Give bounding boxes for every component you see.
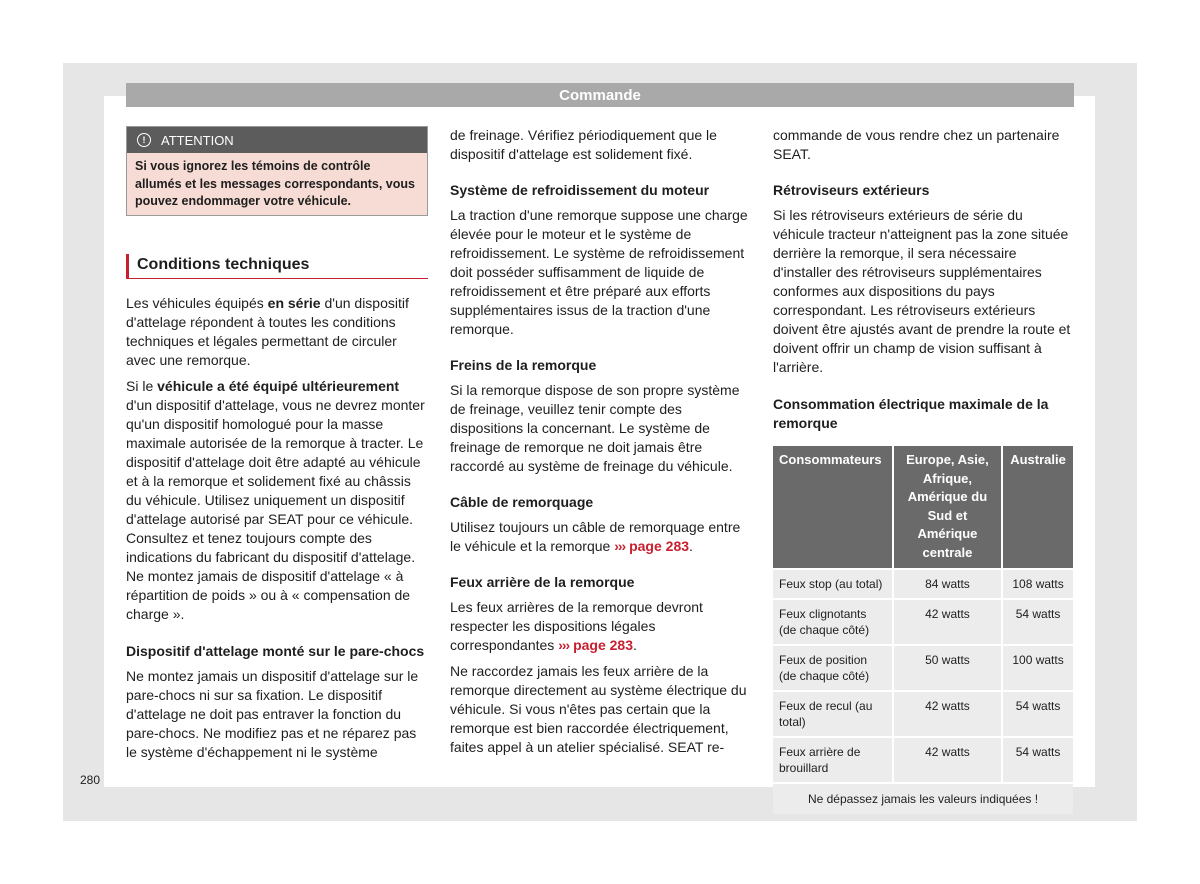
subheading-cable: Câble de remorquage — [450, 494, 594, 510]
attention-header — [127, 127, 427, 153]
table-cell-value: 84 watts — [894, 570, 1001, 598]
table-cell-value: 50 watts — [894, 646, 1001, 690]
table-row — [773, 600, 1073, 644]
paragraph-continued: commande de vous rendre chez un partenaire SEAT. — [773, 127, 1060, 162]
page-number: 280 — [80, 773, 101, 787]
attention-label: ATTENTION — [161, 132, 234, 148]
subheading-brakes: Freins de la remorque — [450, 357, 597, 373]
text-run: d'un dispositif d'attelage répondent à toutes les conditions techniques et légales permettant de circuler avec une remorque. — [126, 294, 409, 368]
table-cell-value: 42 watts — [894, 738, 1001, 782]
page-reference-link[interactable] — [614, 538, 689, 554]
exclamation-circle-icon: ! — [137, 133, 151, 147]
table-cell-value: 100 watts — [1003, 646, 1073, 690]
column-header-consumers: Consommateurs — [773, 446, 892, 568]
attention-box — [126, 126, 428, 216]
subheading-mirrors: Rétroviseurs extérieurs — [773, 182, 930, 198]
table-cell-consumer: Feux de position (de chaque côté) — [773, 646, 892, 690]
text-run: . — [633, 637, 637, 653]
paragraph-brakes: Si la remorque dispose de son propre système de freinage, veuillez tenir compte des dispositions la concernant. Le système de freinage de remorque ne doit jamais être raccordé au système de freinage du véhicule. — [450, 382, 740, 474]
text-run: Utilisez toujours un câble de remorquage entre le véhicule et la remorque — [450, 519, 741, 554]
table-note: Ne dépassez jamais les valeurs indiquées ! — [773, 784, 1073, 814]
table-cell-value: 42 watts — [894, 600, 1001, 644]
paragraph-lights — [450, 598, 752, 655]
paragraph-continued: de freinage. Vérifiez périodiquement que le dispositif d'attelage est solidement fixé. — [450, 127, 717, 162]
power-consumption-table — [771, 444, 1075, 816]
table-cell-consumer: Feux clignotants (de chaque côté) — [773, 600, 892, 644]
table-row — [773, 692, 1073, 736]
text-run: Les véhicules équipés — [126, 294, 268, 311]
table-cell-consumer: Feux arrière de brouillard — [773, 738, 892, 782]
text-run: d'un dispositif d'attelage, vous ne devrez monter qu'un dispositif homologué pour la masse maximale autorisée de la remorque à tracter. Le dispositif d'attelage doit être adapté au véhicule et à la remorque et solidement fixé au châssis du véhicule. Utilisez uniquement un dispositif d'attelage autorisé par SEAT pour ce véhicule. Consultez et tenez toujours compte des indications du fabricant du dispositif d'attelage. Ne montez jamais de dispositif d'attelage « à répartition de poids » ou à « compensation de charge ». — [126, 396, 425, 622]
table-cell-consumer: Feux stop (au total) — [773, 570, 892, 598]
reference-label: page 283 — [629, 538, 690, 554]
paragraph-lights-wiring: Ne raccordez jamais les feux arrière de la remorque directement au système électrique du véhicule. Si vous n'êtes pas certain que la remorque est bien raccordée électriquement, faites appel à un atelier spécialisé. SEAT re- — [450, 663, 747, 755]
table-cell-consumer: Feux de recul (au total) — [773, 692, 892, 736]
paragraph-cable — [450, 518, 752, 556]
reference-arrow-icon: ››› — [614, 538, 626, 554]
table-cell-value: 42 watts — [894, 692, 1001, 736]
emphasis-text: véhicule a été équipé ultérieurement — [157, 377, 400, 394]
table-note-row — [773, 784, 1073, 814]
column-header-europe: Europe, Asie, Afrique, Amérique du Sud et Amérique centrale — [894, 446, 1001, 568]
reference-arrow-icon: ››› — [558, 637, 570, 653]
page-reference-link[interactable] — [558, 637, 633, 653]
subheading-power: Consommation électrique maximale de la remorque — [773, 396, 1049, 431]
paragraph-mirrors: Si les rétroviseurs extérieurs de série du véhicule tracteur n'atteignent pas la zone située derrière la remorque, il sera nécessaire d'installer des rétroviseurs supplémentaires conformes aux dispositions du pays correspondant. Les rétroviseurs extérieurs doivent être ajustés avant de prendre la route et doivent offrir un champ de vision suffisant à l'arrière. — [773, 207, 1071, 375]
text-run: Les feux arrières de la remorque devront respecter les dispositions légales correspondantes — [450, 599, 703, 653]
column-header-australia: Australie — [1003, 446, 1073, 568]
chapter-header: Commande — [126, 83, 1074, 107]
table-cell-value: 108 watts — [1003, 570, 1073, 598]
column-left — [126, 126, 428, 769]
text-run: Si le — [126, 377, 158, 394]
reference-label: page 283 — [573, 637, 634, 653]
subheading-lights: Feux arrière de la remorque — [450, 574, 635, 590]
paragraph-standard-equipment — [126, 294, 428, 370]
table-row — [773, 570, 1073, 598]
subheading-cooling: Système de refroidissement du moteur — [450, 182, 710, 198]
subheading-bumper: Dispositif d'attelage monté sur le pare-chocs — [126, 642, 425, 659]
table-cell-value: 54 watts — [1003, 600, 1073, 644]
paragraph-cooling: La traction d'une remorque suppose une charge élevée pour le moteur et le système de refroidissement. Le système de refroidissement doit posséder suffisamment de liquide de refroidissement et être préparé aux efforts supplémentaires issus de la traction d'une remorque. — [450, 207, 748, 337]
section-title: Conditions techniques — [126, 254, 428, 279]
table-row — [773, 738, 1073, 782]
table-cell-value: 54 watts — [1003, 692, 1073, 736]
paragraph-retrofit — [126, 377, 428, 624]
text-run: . — [689, 538, 693, 554]
table-header-row — [773, 446, 1073, 568]
column-middle — [450, 126, 752, 764]
table-cell-value: 54 watts — [1003, 738, 1073, 782]
column-right — [773, 126, 1074, 816]
paragraph-bumper: Ne montez jamais un dispositif d'attelage sur le pare-chocs ni sur sa fixation. Le dispositif d'attelage ne doit pas entraver la fonction du pare-chocs. Ne modifiez pas et ne réparez pas le système d'échappement ni le système — [126, 667, 419, 760]
table-row — [773, 646, 1073, 690]
attention-text: Si vous ignorez les témoins de contrôle allumés et les messages correspondants, vous pouvez endommager votre véhicule. — [127, 153, 427, 215]
emphasis-text: en série — [267, 294, 321, 311]
